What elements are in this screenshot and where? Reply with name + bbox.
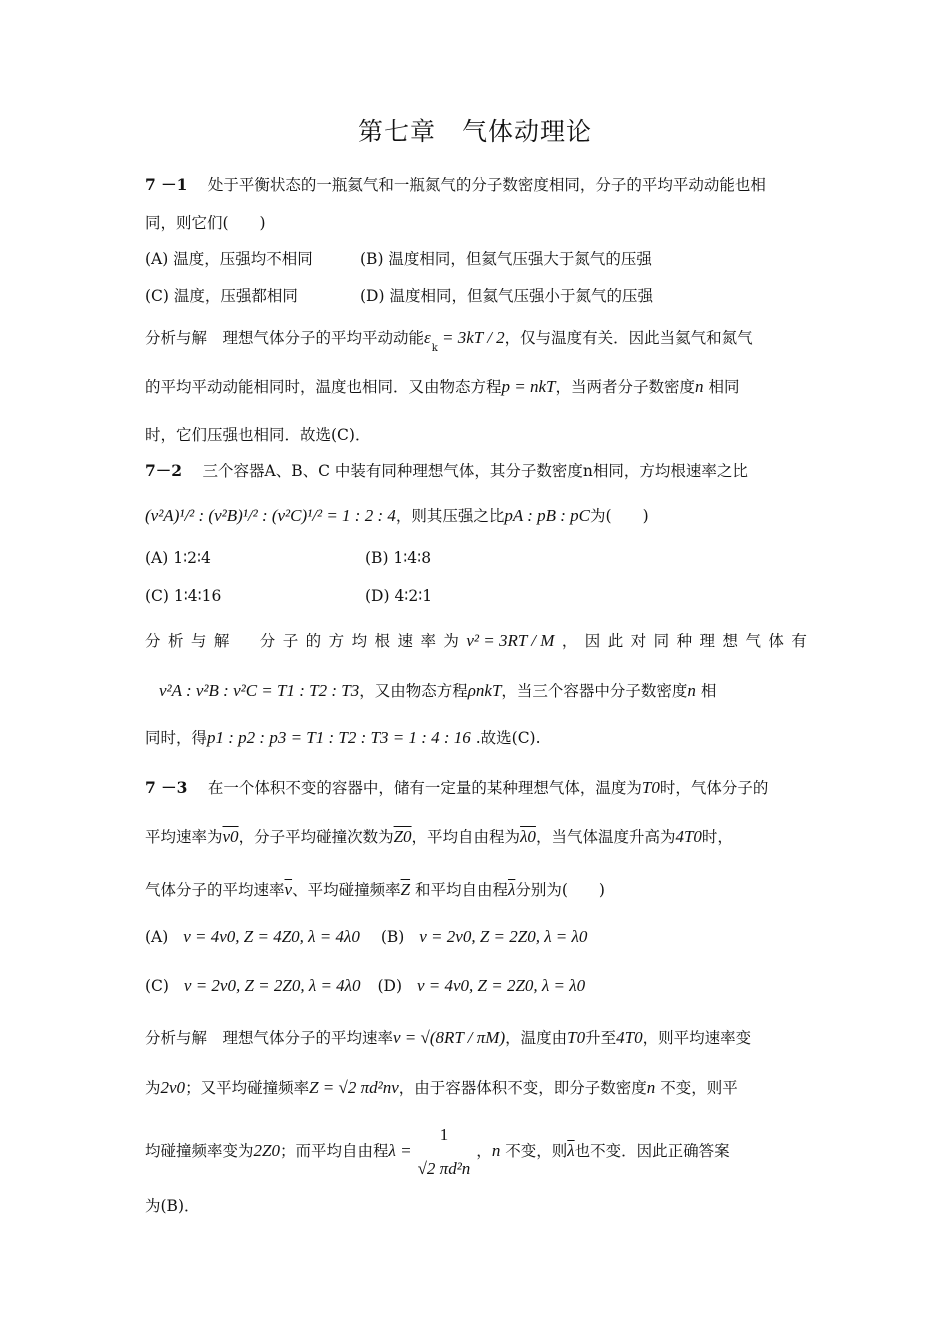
option-d: (D) 温度相同，但氦气压强小于氮气的压强 — [360, 287, 653, 305]
problem-7-2-options-cd — [145, 585, 433, 607]
problem-text: ，平均自由程为 — [411, 828, 521, 846]
answer-text: 升至 — [585, 1029, 617, 1047]
problem-text: 为( ) — [590, 507, 649, 525]
problem-7-3-line-2 — [145, 826, 733, 848]
math-variable: 2Z0 — [253, 1141, 280, 1160]
problem-7-1-options-ab — [145, 248, 652, 270]
answer-text: .故选(C). — [470, 729, 541, 747]
math-variable: λ0 — [520, 827, 536, 846]
answer-char: 子 — [282, 632, 299, 650]
problem-7-3-line-1 — [145, 777, 768, 799]
answer-7-3-line-4: 为(B)． — [145, 1197, 200, 1215]
answer-char: 因 — [584, 632, 601, 650]
option-a: v = 4v0, Z = 4Z0, λ = 4λ0 — [183, 927, 360, 946]
option-c-label: (C) — [145, 977, 169, 995]
answer-char: 方 — [328, 632, 345, 650]
answer-7-3-line-1 — [145, 1027, 751, 1049]
option-a: (A) 温度，压强均不相同 — [145, 250, 313, 268]
answer-text: ，仅与温度有关．因此当氦气和氮气 — [504, 329, 753, 347]
math-variable: T0 — [641, 778, 660, 797]
problem-number: 7 －1 — [145, 175, 188, 194]
problem-text: 、平均碰撞频率 — [292, 881, 401, 899]
math-variable: $\overline{Z}$ — [400, 880, 411, 899]
option-d: v = 4v0, Z = 2Z0, λ = λ0 — [416, 976, 586, 995]
problem-7-2-line-1 — [145, 460, 748, 482]
answer-text: ，温度由 — [505, 1029, 568, 1047]
answer-text: 不变，则 — [500, 1142, 568, 1160]
problem-text: ，当气体温度升高为 — [535, 828, 676, 846]
option-a-label: (A) — [145, 928, 169, 946]
answer-char: 对 — [630, 632, 647, 650]
math-variable: $\overline{v}$ — [284, 880, 293, 899]
answer-text: 相同 — [703, 378, 740, 396]
option-b: (B) 温度相同，但氦气压强大于氮气的压强 — [360, 250, 652, 268]
math-formula: v²A : v²B : v²C = T1 : T2 : T3 — [159, 681, 360, 700]
answer-text: ，由于容器体积不变，即分子数密度 — [398, 1079, 647, 1097]
answer-7-2-line-3 — [145, 727, 541, 749]
math-formula: v² = 3RT / M — [466, 631, 555, 650]
problem-7-3-options-cd — [145, 975, 585, 997]
problem-text: 时，气体分子的 — [659, 779, 769, 797]
answer-7-3-line-3 — [145, 1122, 730, 1182]
chapter-title: 第七章 气体动理论 — [357, 117, 592, 146]
option-c: v = 2v0, Z = 2Z0, λ = 4λ0 — [183, 976, 361, 995]
answer-char: 根 — [374, 632, 391, 650]
option-c: (C) 1∶4∶16 — [145, 587, 222, 605]
problem-7-1-options-cd — [145, 285, 653, 307]
math-variable: n — [687, 681, 696, 700]
option-a: (A) 1∶2∶4 — [145, 549, 211, 567]
answer-char: 分 — [259, 632, 276, 650]
answer-7-1-line-3: 时，它们压强也相同．故选(C)． — [145, 426, 371, 444]
answer-char: 想 — [722, 632, 738, 650]
answer-text: 相 — [695, 682, 717, 700]
option-b-label: (B) — [380, 928, 405, 946]
answer-char: 的 — [305, 632, 322, 650]
math-formula: p1 : p2 : p3 = T1 : T2 : T3 = 1 : 4 : 16 — [207, 728, 471, 747]
math-equation: p = nkT — [501, 377, 556, 396]
problem-7-1-line-2: 同，则它们( ) — [145, 214, 266, 232]
answer-char: 此 — [607, 632, 624, 650]
option-d-label: (D) — [377, 977, 403, 995]
fraction-numerator: 1 — [439, 1125, 449, 1144]
problem-number: 7－2 — [145, 461, 183, 480]
answer-7-1-line-1 — [145, 327, 753, 360]
math-variable: T0 — [567, 1028, 586, 1047]
answer-text: 同时，得 — [145, 729, 208, 747]
answer-text: ，则平均速率变 — [642, 1029, 752, 1047]
option-d: (D) 4∶2∶1 — [365, 587, 433, 605]
answer-char: 析 — [167, 632, 184, 650]
answer-char: ， — [561, 632, 578, 650]
option-b: (B) 1∶4∶8 — [365, 549, 432, 567]
problem-text: 时， — [701, 828, 733, 846]
problem-text: 在一个体积不变的容器中，储有一定量的某种理想气体，温度为 — [207, 779, 642, 797]
math-variable: n — [695, 377, 704, 396]
answer-text: 分析与解 理想气体分子的平均平动动能 — [145, 329, 425, 347]
problem-text: 分别为( ) — [515, 881, 605, 899]
answer-text: ，又由物态方程 — [359, 682, 468, 700]
answer-char: 有 — [791, 632, 807, 650]
problem-text: 气体分子的平均速率 — [145, 881, 285, 899]
problem-text: 处于平衡状态的一瓶氦气和一瓶氮气的分子数密度相同，分子的平均平动动能也相 — [207, 176, 766, 194]
math-equation: = 3kT / 2 — [437, 328, 505, 347]
math-formula: v = √(8RT / πM) — [393, 1028, 506, 1047]
answer-7-1-line-2 — [145, 376, 739, 398]
answer-char: 为 — [443, 632, 459, 650]
problem-text: ，则其压强之比 — [395, 507, 505, 525]
answer-char: 同 — [653, 632, 670, 650]
math-epsilon: ε — [424, 328, 431, 347]
math-variable: 4T0 — [616, 1028, 643, 1047]
problem-7-2-line-2 — [145, 505, 649, 527]
answer-char — [237, 630, 253, 652]
answer-text: 也不变．因此正确答案 — [574, 1142, 730, 1160]
math-variable: n — [646, 1078, 656, 1097]
answer-char: 率 — [420, 632, 436, 650]
problem-7-3-line-3 — [145, 879, 605, 901]
answer-char: 体 — [768, 632, 784, 650]
problem-text: ，分子平均碰撞次数为 — [238, 828, 394, 846]
math-variable: Z0 — [393, 827, 412, 846]
math-variable: λ = — [388, 1141, 412, 1160]
answer-text: ，当三个容器中分子数密度 — [501, 682, 688, 700]
math-formula: pA : pB : pC — [504, 506, 591, 525]
answer-char: 均 — [351, 632, 368, 650]
answer-char: 速 — [397, 632, 413, 650]
answer-char: 种 — [676, 632, 693, 650]
problem-text: 三个容器A、B、C 中装有同种理想气体，其分子数密度n相同，方均根速率之比 — [202, 462, 748, 480]
answer-text: ， — [476, 1142, 492, 1160]
answer-7-2-line-2 — [145, 680, 716, 702]
problem-number: 7 －3 — [145, 778, 188, 797]
answer-text: 不变，则平 — [655, 1079, 738, 1097]
math-variable: n — [491, 1141, 501, 1160]
answer-text: ；而平均自由程 — [279, 1142, 389, 1160]
math-formula: ρnkT — [467, 681, 502, 700]
problem-7-1-line-1 — [145, 174, 766, 196]
answer-char: 分 — [145, 632, 161, 650]
answer-text: 的平均平动动能相同时，温度也相同．又由物态方程 — [145, 378, 502, 396]
math-formula: (v²A)¹/² : (v²B)¹/² : (v²C)¹/² = 1 : 2 : 4 — [145, 506, 396, 525]
math-variable: $\overline{\lambda}$ — [567, 1141, 575, 1160]
problem-7-2-options-ab — [145, 547, 432, 569]
problem-7-3-options-ab — [145, 926, 587, 948]
math-variable: v0 — [222, 827, 239, 846]
answer-7-2-line-1 — [145, 630, 807, 652]
math-variable: 2v0 — [160, 1078, 186, 1097]
answer-char: 与 — [190, 632, 207, 650]
fraction-denominator: √2 πd²n — [417, 1159, 471, 1178]
option-b: v = 2v0, Z = 2Z0, λ = λ0 — [419, 927, 588, 946]
problem-text: 和平均自由程 — [410, 881, 508, 899]
option-c: (C) 温度，压强都相同 — [145, 287, 298, 305]
math-variable: $\overline{\lambda}$ — [507, 880, 516, 899]
answer-text: 均碰撞频率变为 — [145, 1142, 254, 1160]
math-formula: Z = √2 πd²nv — [309, 1078, 399, 1097]
math-variable: 4T0 — [675, 827, 702, 846]
answer-char: 气 — [745, 632, 761, 650]
answer-char: 理 — [699, 632, 716, 650]
answer-text: 为 — [145, 1079, 161, 1097]
answer-char: 解 — [213, 632, 230, 650]
answer-text: ；又平均碰撞频率 — [185, 1079, 310, 1097]
problem-text: 平均速率为 — [145, 828, 223, 846]
math-fraction — [418, 1122, 471, 1182]
answer-text: ，当两者分子数密度 — [555, 378, 696, 396]
math-subscript: k — [431, 343, 438, 354]
answer-7-3-line-2 — [145, 1077, 738, 1099]
answer-text: 分析与解 理想气体分子的平均速率 — [145, 1029, 394, 1047]
